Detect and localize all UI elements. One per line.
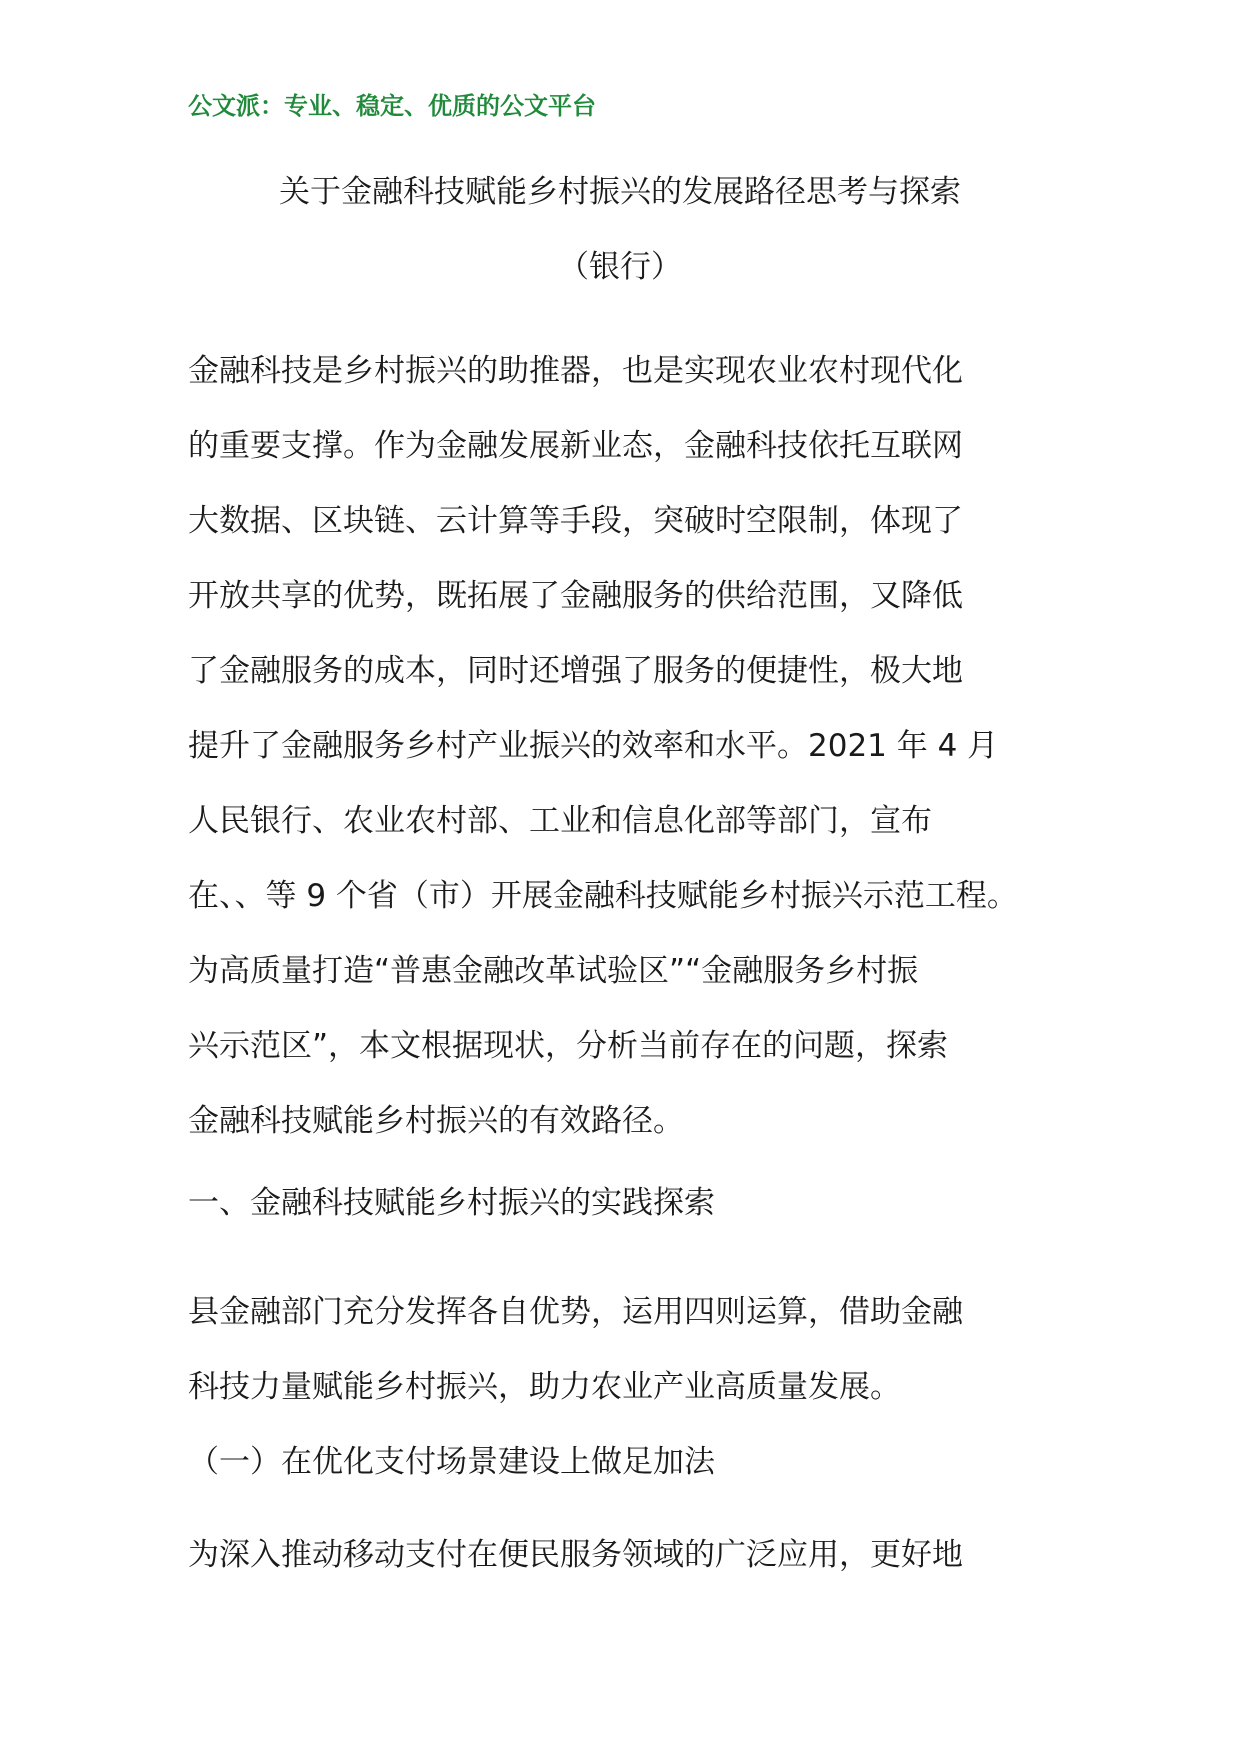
text-line: 人民银行、农业农村部、工业和信息化部等部门，宣布: [188, 803, 932, 839]
text-line: 在、、等 9 个省（市）开展金融科技赋能乡村振兴示范工程。: [188, 878, 1018, 914]
text-line: 提升了金融服务乡村产业振兴的效率和水平。2021 年 4 月: [188, 728, 999, 764]
text-line: 县金融部门充分发挥各自优势，运用四则运算，借助金融: [188, 1294, 963, 1330]
intro-paragraph: [188, 334, 1068, 1159]
document-subtitle: （银行）: [558, 249, 682, 285]
text-line: 了金融服务的成本，同时还增强了服务的便捷性，极大地: [188, 653, 963, 689]
subsection-paragraph: 为深入推动移动支付在便民服务领域的广泛应用，更好地: [188, 1537, 963, 1573]
text-line: 兴示范区”，本文根据现状，分析当前存在的问题，探索: [188, 1028, 949, 1064]
section-paragraph: [188, 1275, 1068, 1425]
text-line: 大数据、区块链、云计算等手段，突破时空限制，体现了: [188, 503, 963, 539]
text-line: 的重要支撑。作为金融发展新业态，金融科技依托互联网: [188, 428, 963, 464]
subsection-heading: （一）在优化支付场景建设上做足加法: [188, 1444, 715, 1480]
text-line: 为高质量打造“普惠金融改革试验区”“金融服务乡村振: [188, 953, 919, 989]
section-heading: 一、金融科技赋能乡村振兴的实践探索: [188, 1185, 715, 1221]
brand-header: 公文派：专业、稳定、优质的公文平台: [188, 92, 596, 120]
text-line: 金融科技赋能乡村振兴的有效路径。: [188, 1103, 684, 1139]
text-line: 金融科技是乡村振兴的助推器，也是实现农业农村现代化: [188, 353, 963, 389]
text-line: 开放共享的优势，既拓展了金融服务的供给范围，又降低: [188, 578, 963, 614]
document-title: 关于金融科技赋能乡村振兴的发展路径思考与探索: [279, 174, 961, 210]
text-line: 科技力量赋能乡村振兴，助力农业产业高质量发展。: [188, 1369, 901, 1405]
